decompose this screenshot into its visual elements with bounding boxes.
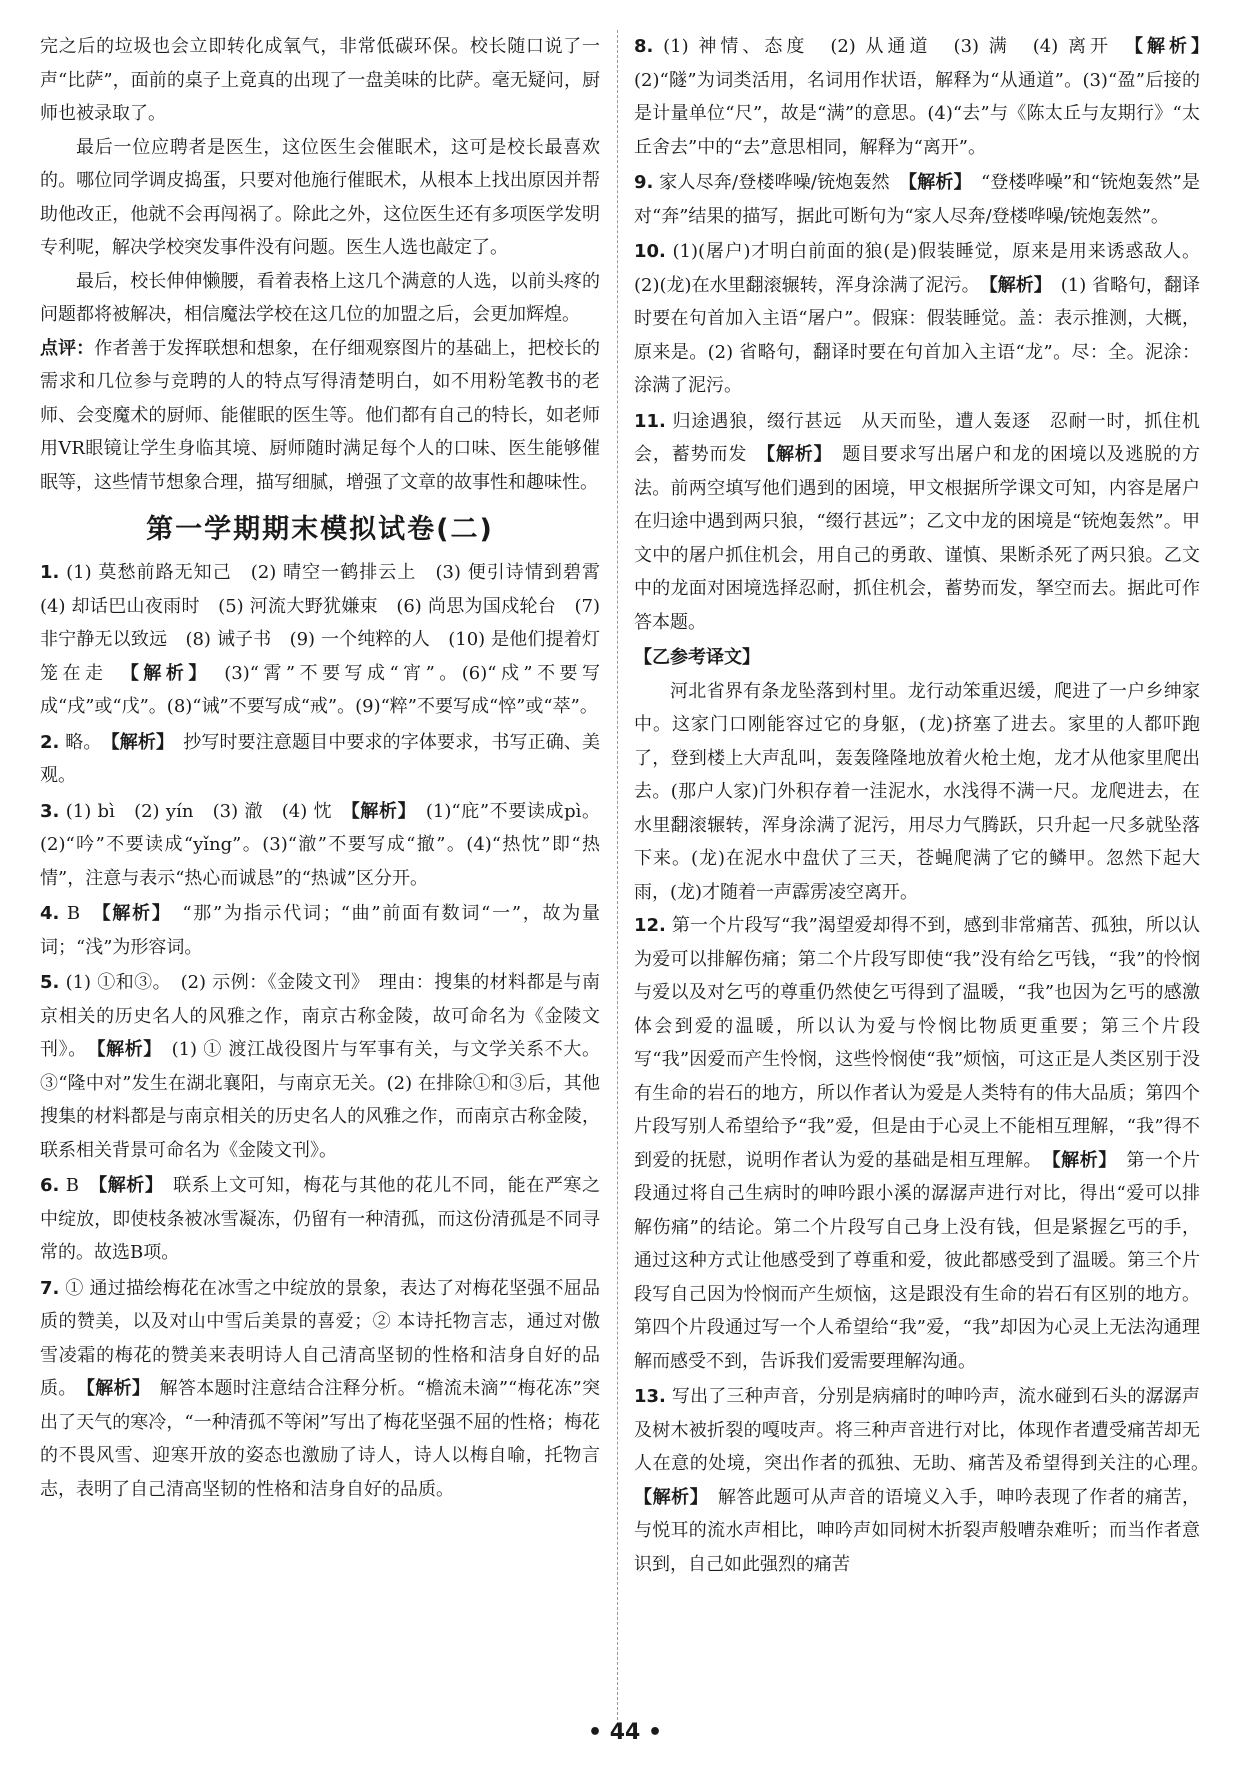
item-number: 9. xyxy=(634,172,654,193)
analysis-text: 抄写时要注意题目中要求的字体要求，书写正确、美观。 xyxy=(40,731,601,786)
analysis-text: 解答此题可从声音的语境义入手，呻吟表现了作者的痛苦，与悦耳的流水声相比，呻吟声如同树木折裂声般嘈杂难听；而当作者意识到，自己如此强烈的痛苦 xyxy=(634,1486,1201,1575)
answer-item xyxy=(40,897,600,964)
analysis-tag: 【解析】 xyxy=(110,731,166,753)
item-answer: ① 通过描绘梅花在冰雪之中绽放的景象，表达了对梅花坚强不屈品质的赞美，以及对山中雪后美景的喜爱；② 本诗托物言志，通过对傲雪凌霜的梅花的赞美来表明诗人自己清高坚韧的性格和洁身自好的品质。 xyxy=(40,1277,600,1399)
essay-paragraph: 完之后的垃圾也会立即转化成氧气，非常低碳环保。校长随口说了一声“比萨”，面前的桌子上竟真的出现了一盘美味的比萨。毫无疑问，厨师也被录取了。 xyxy=(40,36,600,124)
answer-item xyxy=(40,1169,600,1270)
analysis-tag: 【解析】 xyxy=(634,1486,700,1508)
analysis-text: 解答本题时注意结合注释分析。“檐流未滴”“梅花冻”突出了天气的寒冷，“一种清孤不等闲”写出了梅花坚强不屈的性格；梅花的不畏风雪、迎寒开放的姿态也激励了诗人，诗人以梅自喻，托物言志，表明了自己清高坚韧的性格和洁身自好的品质。 xyxy=(40,1378,601,1500)
answer-item xyxy=(40,726,600,793)
analysis-tag: 【解析】 xyxy=(350,800,408,822)
analysis-text: (1)“庇”不要读成pì。(2)“吟”不要读成“yǐng”。(3)“澈”不要写成“撤”。(4)“热忱”即“热情”，注意与表示“热心而诚恳”的“热诚”区分开。 xyxy=(40,800,600,889)
answer-item xyxy=(40,1272,600,1507)
answer-list xyxy=(40,556,618,1506)
item-number: 1. xyxy=(40,562,60,583)
analysis-tag: 【解析】 xyxy=(908,172,963,193)
analysis-text: (1) 省略句，翻译时要在句首加入主语“屠户”。假寐：假装睡觉。盖：表示推测，大概，原来是。(2) 省略句，翻译时要在句首加入主语“龙”。尽：全。泥涂：涂满了泥污。 xyxy=(634,274,1201,396)
analysis-tag: 【解析】 xyxy=(96,1039,153,1060)
analysis-text: 题目要求写出屠户和龙的困境以及逃脱的方法。前两空填写他们遇到的困境，甲文根据所学课文可知，内容是屠户在归途中遇到两只狼，“缀行甚远”；乙文中龙的困境是“铳炮轰然”。甲文中的屠户抓住机会，用自己的勇敢、谨慎、果断杀死了两只狼。乙文中的龙面对困境选择忍耐，抓住机会，蓄势而发，拏空而去。据此可作答本题。 xyxy=(634,444,1201,633)
analysis-tag: 【解析】 xyxy=(766,444,824,465)
item-number: 4. xyxy=(40,903,60,924)
item-answer: (1) ①和③。 (2) 示例：《金陵文刊》 理由：搜集的材料都是与南京相关的历史名人的风雅之作，南京古称金陵，故可命名为《金陵文刊》。 xyxy=(40,972,600,1060)
answer-item xyxy=(40,795,600,896)
translation-text: 河北省界有条龙坠落到村里。龙行动笨重迟缓，爬进了一户乡绅家中。这家门口刚能容过它的身躯，(龙)挤塞了进去。家里的人都吓跑了，登到楼上大声乱叫，轰轰隆隆地放着火枪土炮，龙才从他家里爬出去。(那户人家)门外积存着一洼泥水，水浅得不满一尺。龙爬进去，在水里翻滚辗转，浑身涂满了泥污，用尽力气腾跃，只升起一尺多就坠落下来。(龙)在泥水中盘伏了三天，苍蝇爬满了它的鳞甲。忽然下起大雨，(龙)才随着一声霹雳凌空离开。 xyxy=(634,680,1200,903)
analysis-text: 联系上文可知，梅花与其他的花儿不同，能在严寒之中绽放，即使枝条被冰雪凝冻，仍留有一种清孤，而这份清孤是不同寻常的。故选B项。 xyxy=(40,1175,601,1263)
left-column xyxy=(40,30,618,1508)
answer-item xyxy=(634,405,1200,640)
item-number: 6. xyxy=(40,1175,60,1196)
item-answer: (1) 莫愁前路无知己 (2) 晴空一鹤排云上 (3) 便引诗情到碧霄 (4) 却话巴山夜雨时 (5) 河流大野犹嫌束 (6) 尚思为国戍轮台 (7) 非宁静无以致远 (8) 诫子书 (9) 一个纯粹的人 (10) 是他们提着灯笼在走 xyxy=(40,562,618,684)
answer-item xyxy=(634,30,1200,164)
analysis-tag: 【解析】 xyxy=(85,1378,142,1399)
item-answer: B xyxy=(65,1175,79,1196)
analysis-tag: 【解析】 xyxy=(1051,1149,1108,1171)
item-answer: 略。 xyxy=(65,731,93,753)
analysis-text: 第一个片段通过将自己生病时的呻吟跟小溪的潺潺声进行对比，得出“爱可以排解伤痛”的结论。第二个片段写自己身上没有钱，但是紧握乞丐的手，通过这种方式让他感受到了尊重和爱，彼此都感受到了温暖。第三个片段写自己因为怜悯而产生烦恼，这是跟没有生命的岩石有区别的地方。第四个片段通过写一个人希望给“我”爱，“我”却因为心灵上无法沟通理解而感受不到，告诉我们爱需要理解沟通。 xyxy=(634,1149,1201,1372)
item-answer: 归途遇狼，缀行甚远 从天而坠，遭人轰逐 忍耐一时，抓住机会，蓄势而发 xyxy=(634,410,1200,465)
essay-paragraph: 最后，校长伸伸懒腰，看着表格上这几个满意的人选，以前头疼的问题都将被解决，相信魔法学校在这几位的加盟之后，会更加辉煌。 xyxy=(40,270,600,325)
right-column xyxy=(634,30,1200,1583)
analysis-text: (2)“隧”为词类活用，名词用作状语，解释为“从通道”。(3)“盈”后接的是计量单位“尺”，故是“满”的意思。(4)“去”与《陈太丘与友期行》“太丘舍去”中的“去”意思相同，解释为“离开”。 xyxy=(634,69,1200,158)
answer-item xyxy=(634,909,1200,1378)
comment-label: 点评： xyxy=(40,337,95,359)
analysis-text: (3)“霄”不要写成“宵”。(6)“戍”不要写成“戌”或“戊”。(8)“诫”不要写成“戒”。(9)“粹”不要写成“悴”或“萃”。 xyxy=(40,662,601,717)
item-number: 7. xyxy=(40,1277,60,1299)
item-number: 5. xyxy=(40,972,60,993)
answer-list xyxy=(634,909,1200,1581)
item-answer: 第一个片段写“我”渴望爱却得不到，感到非常痛苦、孤独，所以认为爱可以排解伤痛；第二个片段写即使“我”没有给乞丐钱，“我”的怜悯与爱以及对乞丐的尊重仍然使乞丐得到了温暖，“我”也因为乞丐的感激体会到爱的温暖，所以认为爱与怜悯比物质更重要；第三个片段写“我”因爱而产生怜悯，这些怜悯使“我”烦恼，可这正是人类区别于没有生命的岩石的地方，所以作者认为爱是人类特有的伟大品质；第四个片段写别人希望给予“我”爱，但是由于心灵上不能相互理解，“我”得不到爱的抚慰，说明作者认为爱的基础是相互理解。 xyxy=(634,915,1200,1171)
analysis-text: “登楼哗噪”和“铳炮轰然”是对“奔”结果的描写，据此可断句为“家人尽奔/登楼哗噪/铳炮轰然”。 xyxy=(634,172,1201,227)
item-number: 11. xyxy=(634,410,666,432)
column-divider xyxy=(617,30,619,1720)
item-answer: (1) 神情、态度 (2) 从通道 (3) 满 (4) 离开 xyxy=(663,36,1112,57)
item-answer: (1) bì (2) yín (3) 澈 (4) 忱 xyxy=(65,800,333,822)
analysis-tag: 【解析】 xyxy=(98,1175,155,1196)
item-answer: (1)(屠户)才明白前面的狼(是)假装睡觉，原来是用来诱惑敌人。(2)(龙)在水里翻滚辗转，浑身涂满了泥污。 xyxy=(634,241,1200,296)
item-answer: B xyxy=(66,903,81,924)
answer-item xyxy=(634,1380,1200,1581)
item-number: 10. xyxy=(634,241,666,262)
analysis-tag: 【解析】 xyxy=(988,274,1043,296)
answer-item xyxy=(40,966,600,1167)
comment-text: 作者善于发挥联想和想象，在仔细观察图片的基础上，把校长的需求和几位参与竞聘的人的特点写得清楚明白，如不用粉笔教书的老师、会变魔术的厨师、能催眠的医生等。他们都有自己的特长，如老师用VR眼镜让学生身临其境、厨师随时满足每个人的口味、医生能够催眠等，这些情节想象合理，描写细腻，增强了文章的故事性和趣味性。 xyxy=(40,337,601,493)
analysis-text: (1) ① 渡江战役图片与军事有关，与文学关系不大。③“隆中对”发生在湖北襄阳，与南京无关。(2) 在排除①和③后，其他搜集的材料都是与南京相关的历史名人的风雅之作，而南京古称金陵，联系相关背景可命名为《金陵文刊》。 xyxy=(40,1039,601,1161)
analysis-tag: 【解析】 xyxy=(129,662,202,684)
item-number: 13. xyxy=(634,1386,666,1407)
item-number: 12. xyxy=(634,915,666,936)
answer-list xyxy=(634,30,1200,639)
section-title: 第一学期期末模拟试卷(二) xyxy=(146,514,494,545)
essay-paragraph: 最后一位应聘者是医生，这位医生会催眠术，这可是校长最喜欢的。哪位同学调皮捣蛋，只要对他施行催眠术，从根本上找出原因并帮助他改正，他就不会再闯祸了。除此之外，这位医生还有多项医学发明专利呢，解决学校突发事件没有问题。医生人选也敲定了。 xyxy=(40,136,600,258)
item-answer: 写出了三种声音，分别是病痛时的呻吟声，流水碰到石头的潺潺声及树木被折裂的嘎吱声。将三种声音进行对比，体现作者遭受痛苦却无人在意的处境，突出作者的孤独、无助、痛苦及希望得到关注的心理。 xyxy=(634,1386,1200,1474)
item-number: 2. xyxy=(40,731,60,753)
item-number: 8. xyxy=(634,36,654,57)
translation-title: 【乙参考译文】 xyxy=(634,647,760,668)
analysis-tag: 【解析】 xyxy=(101,903,163,924)
item-answer: 家人尽奔/登楼哗噪/铳炮轰然 xyxy=(659,172,890,193)
item-number: 3. xyxy=(40,800,60,822)
answer-item xyxy=(634,235,1200,403)
comment-block xyxy=(40,332,600,500)
answer-item xyxy=(40,556,618,724)
analysis-text: “那”为指示代词；“曲”前面有数词“一”，故为量词；“浅”为形容词。 xyxy=(40,903,601,958)
page-number: • 44 • xyxy=(587,1720,663,1745)
answer-item xyxy=(634,166,1200,233)
analysis-tag: 【解析】 xyxy=(1134,36,1201,57)
